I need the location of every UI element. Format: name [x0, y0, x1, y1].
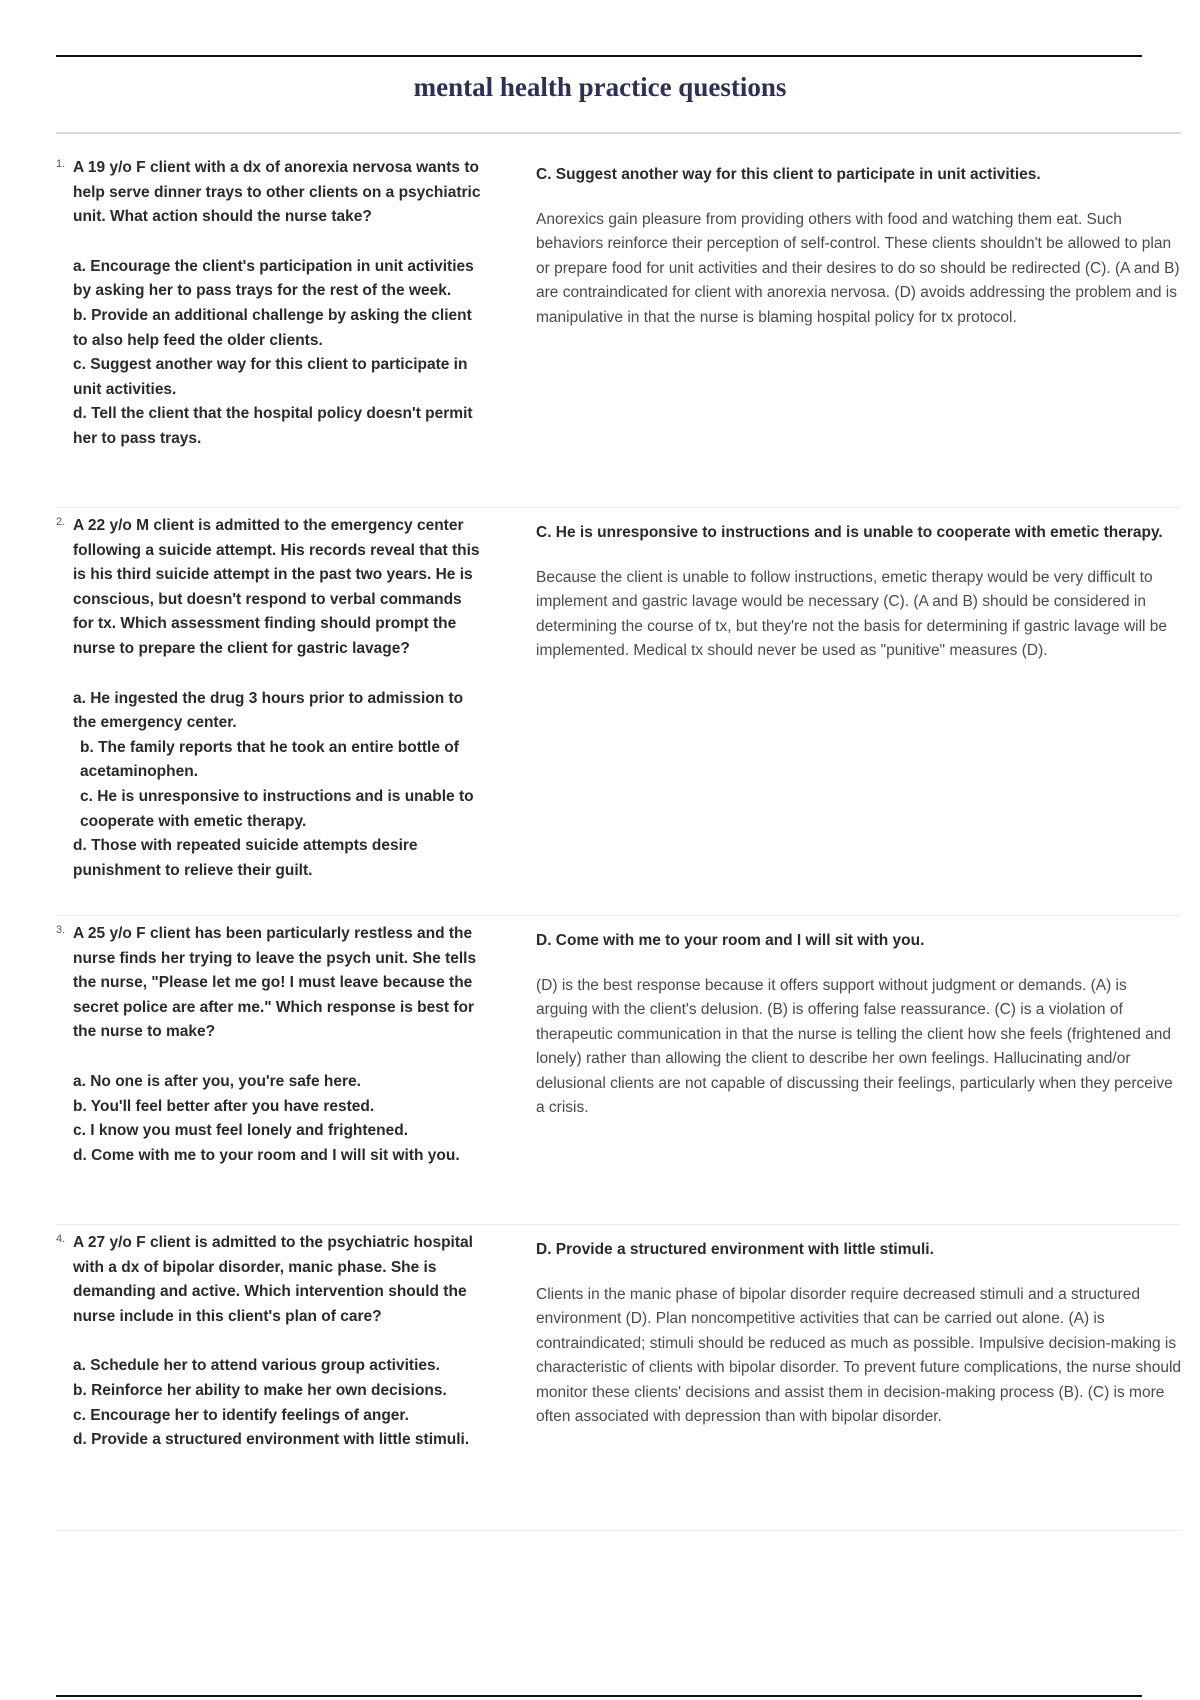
answer-cell — [496, 150, 1181, 507]
top-rule — [56, 55, 1142, 57]
question-cell — [56, 916, 496, 1224]
question-number: 4. — [56, 1233, 66, 1245]
bottom-rule — [56, 1695, 1142, 1697]
option-b: b. Reinforce her ability to make her own decisions. — [73, 1381, 447, 1399]
option-c: c. I know you must feel lonely and frightened. — [73, 1122, 409, 1140]
flashcard-list — [56, 150, 1181, 1531]
correct-answer: C. He is unresponsive to instructions and is unable to cooperate with emetic therapy. — [536, 524, 1163, 541]
option-d: d. Provide a structured environment with little stimuli. — [73, 1431, 470, 1449]
flashcard-3 — [56, 916, 1181, 1225]
option-a: a. Encourage the client's participation in unit activities by asking her to pass trays for the rest of the week. — [73, 257, 474, 300]
flashcard-4 — [56, 1225, 1181, 1531]
question-stem: A 22 y/o M client is admitted to the emergency center following a suicide attempt. His records reveal that this is his third suicide attempt in the past two years. He is conscious, but doesn't respond to verbal commands for tx. Which assessment finding should prompt the nurse to prepare the client for gastric lavage? — [73, 517, 480, 657]
option-c: c. Suggest another way for this client to participate in unit activities. — [73, 356, 468, 398]
title-divider — [56, 132, 1181, 134]
question-cell — [56, 150, 496, 507]
rationale-text: Anorexics gain pleasure from providing others with food and watching them eat. Such behaviors reinforce their perception of self-control. These clients shouldn't be allowed to plan or prepare food for unit activities and their desires to do so should be redirected (C). (A and B) are contraindicated for client with anorexia nervosa. (D) avoids addressing the problem and is manipulative in that the nurse is blaming hospital policy for tx protocol. — [536, 211, 1180, 326]
question-stem: A 19 y/o F client with a dx of anorexia nervosa wants to help serve dinner trays to other clients on a psychiatric unit. What action should the nurse take? — [73, 159, 481, 226]
question-cell — [56, 1225, 496, 1530]
rationale-text: Clients in the manic phase of bipolar disorder require decreased stimuli and a structured environment (D). Plan noncompetitive activities that can be carried out alone. (A) is contraindicated; stimuli should be reduced as much as possible. Impulsive decision-making is characteristic of clients with bipolar disorder. To prevent future complications, the nurse should monitor these clients' decisions and assist them in decision-making process (B). (C) is more often associated with depression than with bipolar disorder. — [536, 1286, 1182, 1426]
question-number: 1. — [56, 158, 66, 170]
option-c: c. Encourage her to identify feelings of anger. — [73, 1406, 409, 1424]
option-d: d. Come with me to your room and I will sit with you. — [73, 1146, 460, 1164]
flashcard-2 — [56, 508, 1181, 916]
flashcard-1 — [56, 150, 1181, 508]
question-number: 2. — [56, 516, 66, 528]
answer-cell — [496, 1225, 1181, 1530]
question-cell — [56, 508, 496, 915]
answer-cell — [496, 508, 1181, 915]
question-stem: A 27 y/o F client is admitted to the psychiatric hospital with a dx of bipolar disorder, manic phase. She is demanding and active. Which intervention should the nurse include in this client's plan of care? — [73, 1234, 473, 1325]
question-number: 3. — [56, 924, 66, 936]
question-stem: A 25 y/o F client has been particularly restless and the nurse finds her trying to leave the psych unit. She tells the nurse, "Please let me go! I must leave because the secret police are after me." Which response is best for the nurse to make? — [73, 925, 477, 1041]
option-a: a. He ingested the drug 3 hours prior to admission to the emergency center. — [73, 689, 464, 732]
option-a: a. No one is after you, you're safe here. — [73, 1072, 361, 1090]
option-b: b. You'll feel better after you have rested. — [73, 1097, 375, 1115]
correct-answer: D. Come with me to your room and I will sit with you. — [536, 932, 925, 949]
correct-answer: C. Suggest another way for this client to participate in unit activities. — [536, 166, 1041, 183]
option-d: d. Tell the client that the hospital policy doesn't permit her to pass trays. — [73, 405, 473, 447]
option-c: c. He is unresponsive to instructions and is unable to cooperate with emetic therapy. — [80, 787, 474, 830]
correct-answer: D. Provide a structured environment with little stimuli. — [536, 1241, 934, 1258]
option-a: a. Schedule her to attend various group activities. — [73, 1357, 440, 1375]
option-b: b. The family reports that he took an entire bottle of acetaminophen. — [80, 738, 459, 781]
option-d: d. Those with repeated suicide attempts desire punishment to relieve their guilt. — [73, 837, 418, 879]
answer-cell — [496, 916, 1181, 1224]
rationale-text: (D) is the best response because it offers support without judgment or demands. (A) is arguing with the client's delusion. (B) is offering false reassurance. (C) is a violation of therapeutic communication in that the nurse is telling the client how she feels (frightened and lonely) rather than allowing the client to describe her own feelings. Hallucinating and/or delusional clients are not capable of discussing their feelings, particularly when they perceive a crisis. — [536, 977, 1173, 1117]
page-title: mental health practice questions — [413, 72, 787, 102]
rationale-text: Because the client is unable to follow instructions, emetic therapy would be very difficult to implement and gastric lavage would be necessary (C). (A and B) should be considered in determining the course of tx, but they're not the basis for determining if gastric lavage will be implemented. Medical tx should never be used as "punitive" measures (D). — [536, 569, 1168, 660]
option-b: b. Provide an additional challenge by asking the client to also help feed the older clients. — [73, 306, 472, 349]
